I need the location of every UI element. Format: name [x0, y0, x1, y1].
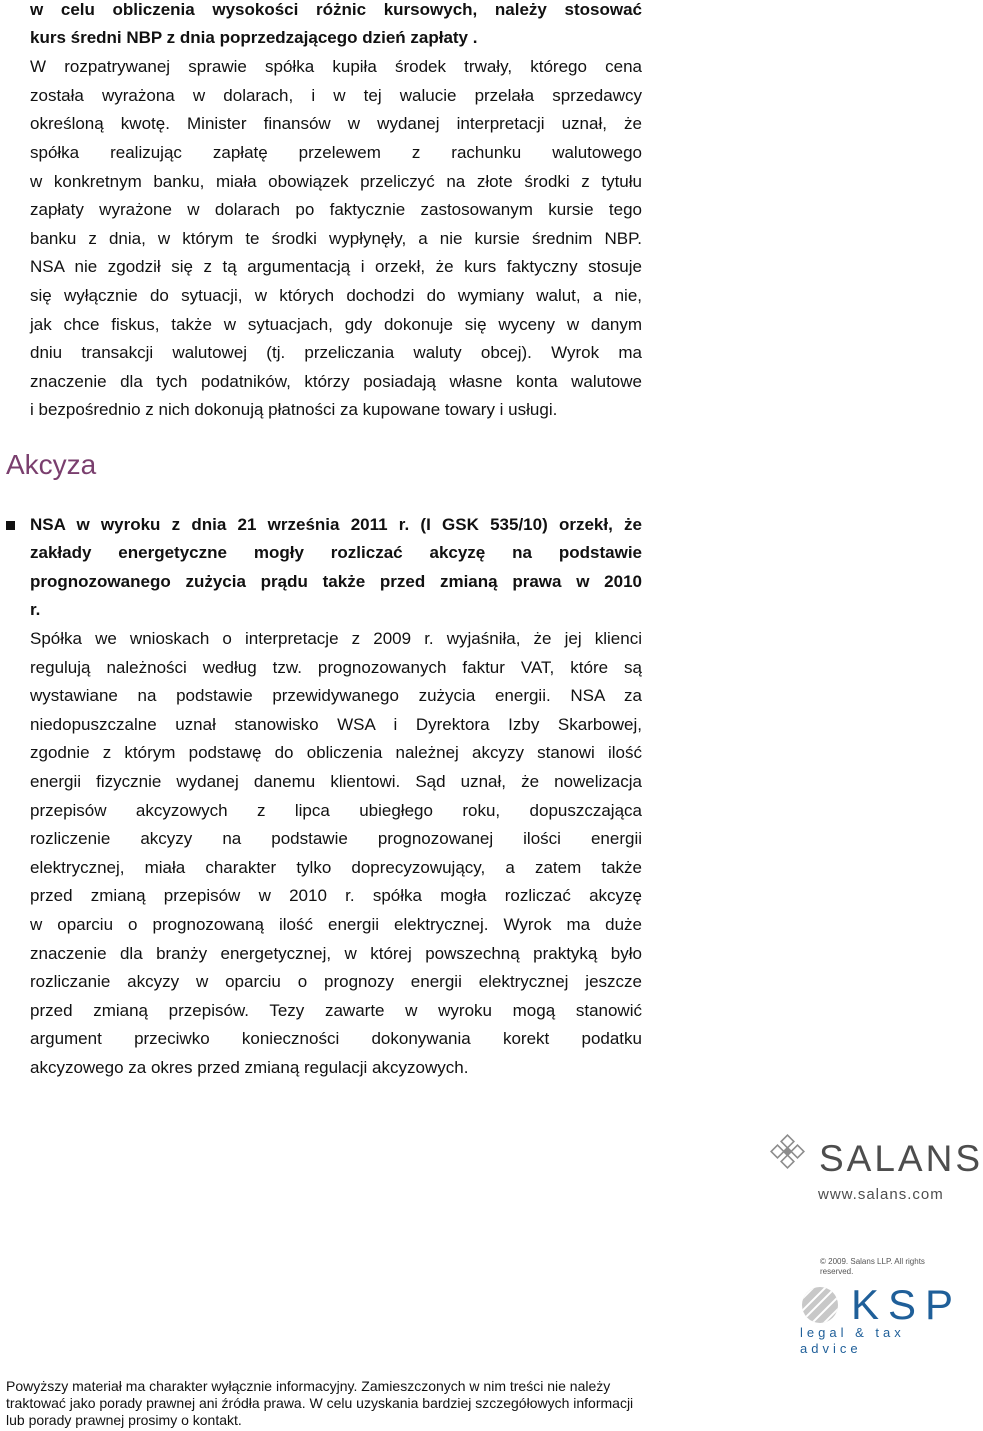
text-line: określoną kwotę. Minister finansów w wydanej interpretacji uznał, że — [30, 114, 642, 133]
bullet-icon — [6, 521, 15, 530]
text-line: przed zmianą przepisów w 2010 r. spółka mogła rozliczać akcyzę — [30, 886, 642, 905]
text-line: rozliczanie akcyzy w oparciu o prognozy energii elektrycznej jeszcze — [30, 972, 642, 991]
salans-url: www.salans.com — [818, 1186, 944, 1203]
ksp-globe-icon — [800, 1285, 840, 1325]
text-line: argument przeciwko konieczności dokonywania korekt podatku — [30, 1029, 642, 1048]
text-line: zgodnie z którym podstawę do obliczenia należnej akcyzy stanowi ilość — [30, 743, 642, 762]
ksp-tagline: legal & tax advice — [800, 1325, 905, 1356]
text-line: prognozowanego zużycia prądu także przed zmianą prawa w 2010 — [30, 572, 642, 591]
text-line: spółka realizując zapłatę przelewem z rachunku walutowego — [30, 143, 642, 162]
footer-disclaimer-line: lub porady prawnej prosimy o kontakt. — [6, 1412, 242, 1428]
text-line: banku z dnia, w którym te środki wypłynęły, a nie kursie średnim NBP. — [30, 229, 642, 248]
text-line: znaczenie dla branży energetycznej, w której powszechną praktyką było — [30, 944, 642, 963]
text-line: rozliczenie akcyzy na podstawie prognozowanej ilości energii — [30, 829, 642, 848]
text-line: wystawiane na podstawie przewidywanego zużycia energii. NSA za — [30, 686, 642, 705]
text-line: przepisów akcyzowych z lipca ubiegłego roku, dopuszczająca — [30, 801, 642, 820]
text-line: się wyłącznie do sytuacji, w których dochodzi do wymiany walut, a nie, — [30, 286, 642, 305]
text-line: znaczenie dla tych podatników, którzy posiadają własne konta walutowe — [30, 372, 642, 391]
salans-logo-text: SALANS — [819, 1138, 983, 1179]
text-line: zapłaty wyrażone w dolarach po faktycznie zastosowanym kursie tego — [30, 200, 642, 219]
text-line: zakłady energetyczne mogły rozliczać akcyzę na podstawie — [30, 543, 642, 562]
text-line: akcyzowego za okres przed zmianą regulacji akcyzowych. — [30, 1058, 469, 1077]
text-line: w celu obliczenia wysokości różnic kursowych, należy stosować — [30, 0, 642, 19]
text-line: energii fizycznie wydanej danemu klientowi. Sąd uznał, że nowelizacja — [30, 772, 642, 791]
text-line: jak chce fiskus, także w sytuacjach, gdy dokonuje się wyceny w danym — [30, 315, 642, 334]
footer-disclaimer-line: Powyższy materiał ma charakter wyłącznie informacyjny. Zamieszczonych w nim treści nie należy — [6, 1378, 611, 1394]
footer-disclaimer-line: traktować jako porady prawnej ani źródła prawa. W celu uzyskania bardziej szczegółowych informacji — [6, 1395, 634, 1411]
text-line: została wyrażona w dolarach, i w tej walucie przelała sprzedawcy — [30, 86, 642, 105]
text-line: Spółka we wnioskach o interpretacje z 2009 r. wyjaśniła, że jej klienci — [30, 629, 642, 648]
copyright-text: © 2009. Salans LLP. All rights reserved. — [820, 1257, 925, 1276]
text-line: elektrycznej, miała charakter tylko doprecyzowujący, a zatem także — [30, 858, 642, 877]
text-line: w oparciu o prognozowaną ilość energii elektrycznej. Wyrok ma duże — [30, 915, 642, 934]
text-line: dniu transakcji walutowej (tj. przeliczania waluty obcej). Wyrok ma — [30, 343, 642, 362]
text-line: niedopuszczalne uznał stanowisko WSA i Dyrektora Izby Skarbowej, — [30, 715, 642, 734]
text-line: w konkretnym banku, miała obowiązek przeliczyć na złote środki z tytułu — [30, 172, 642, 191]
section-heading: Akcyza — [6, 449, 97, 480]
salans-logo-icon — [770, 1136, 810, 1176]
text-line: kurs średni NBP z dnia poprzedzającego dzień zapłaty . — [30, 28, 478, 47]
text-line: regulują należności według tzw. prognozowanych faktur VAT, które są — [30, 658, 642, 677]
text-line: i bezpośrednio z nich dokonują płatności za kupowane towary i usługi. — [30, 400, 558, 419]
text-line: W rozpatrywanej sprawie spółka kupiła środek trwały, którego cena — [30, 57, 642, 76]
text-line: r. — [30, 600, 41, 619]
ksp-logo-text: KSP — [851, 1281, 963, 1328]
text-line: NSA w wyroku z dnia 21 września 2011 r. (I GSK 535/10) orzekł, że — [30, 515, 642, 534]
text-line: NSA nie zgodził się z tą argumentacją i orzekł, że kurs faktyczny stosuje — [30, 257, 642, 276]
text-line: przed zmianą przepisów. Tezy zawarte w wyroku mogą stanowić — [30, 1001, 642, 1020]
